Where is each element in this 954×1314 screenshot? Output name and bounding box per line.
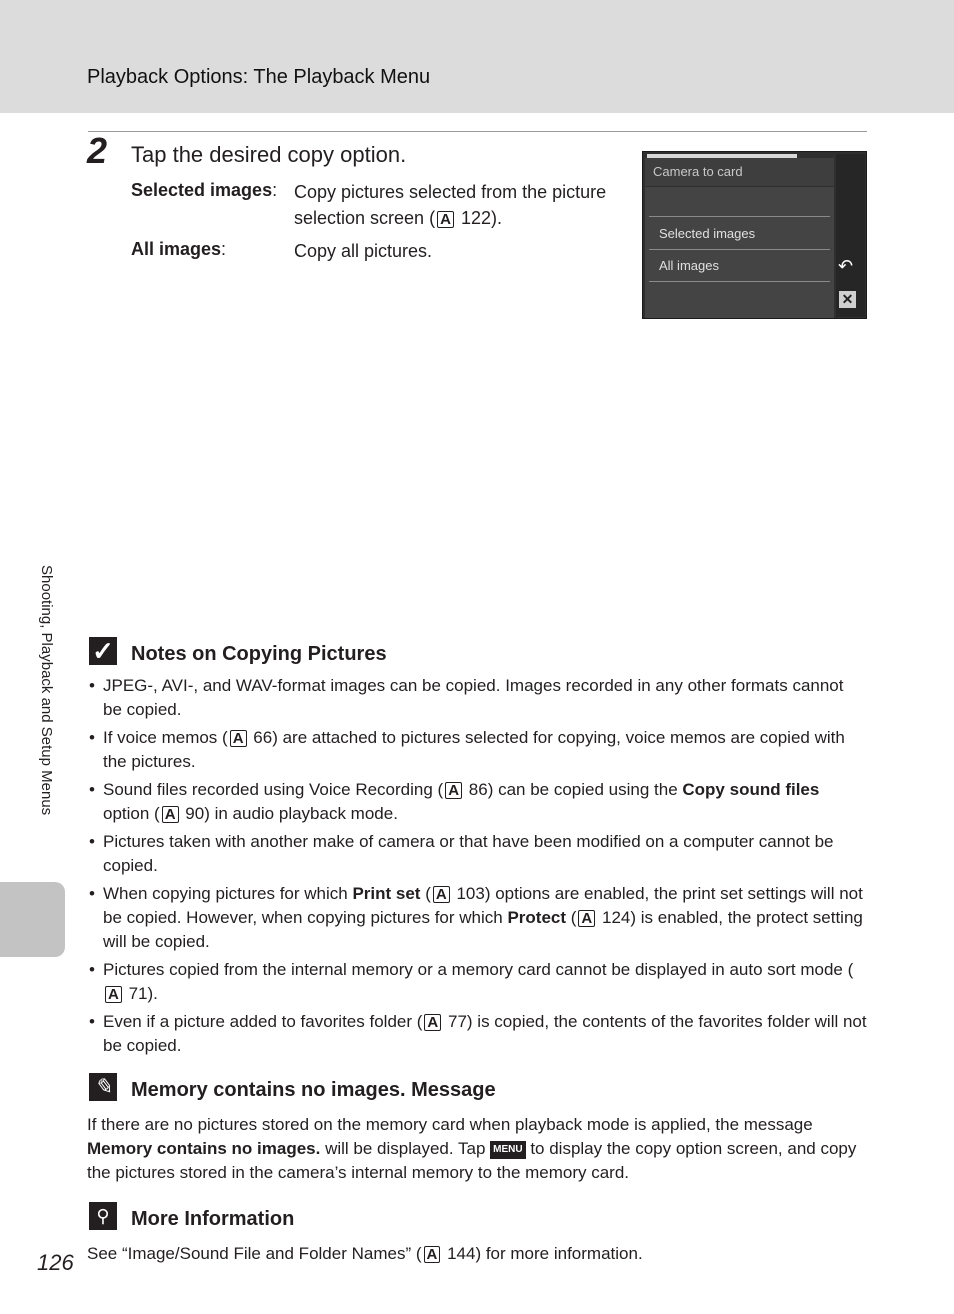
option-term-all-images: All images: (131, 239, 227, 259)
book-reference-icon: A (424, 1014, 441, 1031)
memory-message-paragraph: If there are no pictures stored on the memory card when playback mode is applied, the message Memory contains no images. will be displayed. Tap MENU to display the copy option screen, and copy the pictures stored in the camera’s internal memory to the memory card. (87, 1115, 857, 1182)
book-reference-icon: A (230, 730, 247, 747)
list-item: • If voice memos ( A 66) are attached to pictures selected for copying, voice memos are copied with the pictures. (87, 726, 867, 774)
book-reference-icon: A (105, 986, 122, 1003)
page-header-title: Playback Options: The Playback Menu (87, 66, 431, 88)
option-def-all-images: Copy all pictures. (294, 241, 433, 261)
list-item: • When copying pictures for which Print set ( A 103) options are enabled, the print set settings will not be copied. However, when copying pictures for which Protect ( A 124) is enabled, the protect setting will be copied. (87, 882, 867, 954)
menu-divider (649, 216, 830, 217)
more-info-heading: More Information (131, 1208, 295, 1230)
book-reference-icon: A (578, 910, 595, 927)
notes-list (87, 674, 867, 1062)
camera-screen (642, 151, 867, 319)
notes-heading: Notes on Copying Pictures (131, 643, 387, 665)
book-reference-icon: A (437, 211, 454, 228)
magnifier-icon: ⚲ (89, 1202, 117, 1230)
book-reference-icon: A (162, 806, 179, 823)
header-bar (0, 0, 954, 113)
list-item: • Pictures copied from the internal memory or a memory card cannot be displayed in auto sort mode (A 71). (87, 958, 867, 1006)
menu-divider (649, 249, 830, 250)
side-tab (0, 882, 65, 957)
memory-message-heading: Memory contains no images. Message (131, 1079, 496, 1101)
book-reference-icon: A (424, 1246, 441, 1263)
menu-item-selected-images[interactable]: Selected images (659, 226, 756, 241)
camera-menu-list (645, 187, 834, 318)
option-term-selected-images: Selected images: (131, 180, 278, 200)
list-item: • JPEG-, AVI-, and WAV-format images can be copied. Images recorded in any other formats cannot be copied. (87, 674, 867, 722)
divider (88, 131, 867, 132)
list-item: • Pictures taken with another make of camera or that have been modified on a computer cannot be copied. (87, 830, 867, 878)
checkmark-icon: ✓ (89, 637, 117, 665)
book-reference-icon: A (445, 782, 462, 799)
camera-screen-title: Camera to card (645, 158, 834, 186)
step-instruction: Tap the desired copy option. (131, 142, 407, 167)
page-number: 126 (37, 1250, 74, 1275)
book-reference-icon: A (433, 886, 450, 903)
close-x-icon[interactable]: ✕ (839, 291, 856, 308)
back-arrow-icon[interactable]: ↶ (838, 256, 854, 276)
side-section-label: Shooting, Playback and Setup Menus (38, 565, 55, 816)
more-info-paragraph: See “Image/Sound File and Folder Names” ( A 144) for more information. (87, 1244, 643, 1263)
list-item: • Even if a picture added to favorites folder ( A 77) is copied, the contents of the favorites folder will not be copied. (87, 1010, 867, 1058)
pencil-note-icon: ✎ (89, 1073, 117, 1101)
menu-item-all-images[interactable]: All images (659, 258, 719, 273)
list-item: • Sound files recorded using Voice Recording ( A 86) can be copied using the Copy sound files option ( A 90) in audio playback mode. (87, 778, 867, 826)
menu-divider (649, 281, 830, 282)
menu-button-icon: MENU (490, 1141, 525, 1159)
option-def-selected-images: Copy pictures selected from the picture selection screen ( A 122). (294, 182, 607, 228)
step-number: 2 (87, 130, 108, 171)
